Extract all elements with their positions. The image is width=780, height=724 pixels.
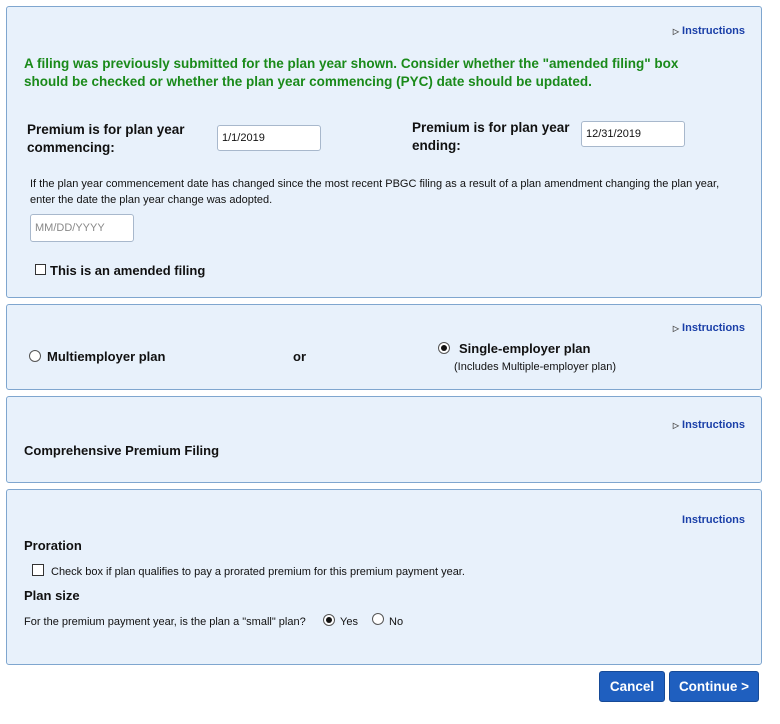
plan-size-title: Plan size: [24, 588, 80, 603]
instructions-link-plan-type[interactable]: ▷ Instructions: [672, 322, 745, 334]
proration-checkbox[interactable]: [32, 564, 44, 576]
plan-year-change-note: If the plan year commencement date has changed since the most recent PBGC filing as a result of a plan amendment changing the plan year, enter the date the plan year change was adopted.: [30, 178, 720, 206]
instructions-link-filing-type[interactable]: ▷ Instructions: [672, 419, 745, 431]
or-separator: or: [293, 349, 306, 364]
expand-arrow-icon: ▷: [672, 421, 680, 430]
filing-type-panel: [6, 396, 762, 483]
expand-arrow-icon: ▷: [672, 27, 680, 36]
single-employer-label: Single-employer plan: [459, 341, 591, 356]
instructions-link-plan-year[interactable]: ▷ Instructions: [672, 25, 745, 37]
cancel-button[interactable]: Cancel: [599, 671, 665, 702]
proration-plansize-panel: [6, 489, 762, 665]
single-employer-sublabel: (Includes Multiple-employer plan): [454, 361, 617, 373]
plan-type-panel: [6, 304, 762, 390]
multiemployer-label: Multiemployer plan: [47, 349, 166, 364]
proration-title: Proration: [24, 538, 82, 553]
multiemployer-radio[interactable]: [29, 350, 41, 362]
plan-size-yes-label: Yes: [340, 616, 358, 628]
expand-arrow-icon: ▷: [672, 324, 680, 333]
proration-label: Check box if plan qualifies to pay a prorated premium for this premium payment year.: [51, 566, 465, 578]
amended-filing-checkbox[interactable]: [35, 264, 46, 275]
plan-size-no-label: No: [389, 616, 404, 628]
plan-size-yes-radio[interactable]: [323, 614, 335, 626]
single-employer-radio[interactable]: [438, 342, 450, 354]
commencing-date-input[interactable]: [217, 125, 321, 151]
filing-type-title: Comprehensive Premium Filing: [24, 443, 220, 458]
commencing-label: Premium is for plan year commencing:: [27, 122, 185, 155]
ending-label: Premium is for plan year ending:: [412, 120, 570, 153]
adopted-date-input[interactable]: [30, 214, 134, 242]
plan-year-panel: [6, 6, 762, 298]
ending-date-input[interactable]: [581, 121, 685, 147]
amended-filing-label: This is an amended filing: [50, 263, 206, 278]
continue-button[interactable]: Continue >: [669, 671, 759, 702]
previous-filing-warning: A filing was previously submitted for the plan year shown. Consider whether the "amended filing" box should be checked or whether the plan year commencing (PYC) date should be updated.: [24, 56, 679, 89]
plan-size-no-radio[interactable]: [372, 613, 384, 625]
instructions-link-proration[interactable]: Instructions: [682, 514, 745, 526]
plan-size-question: For the premium payment year, is the plan a "small" plan?: [24, 616, 306, 628]
